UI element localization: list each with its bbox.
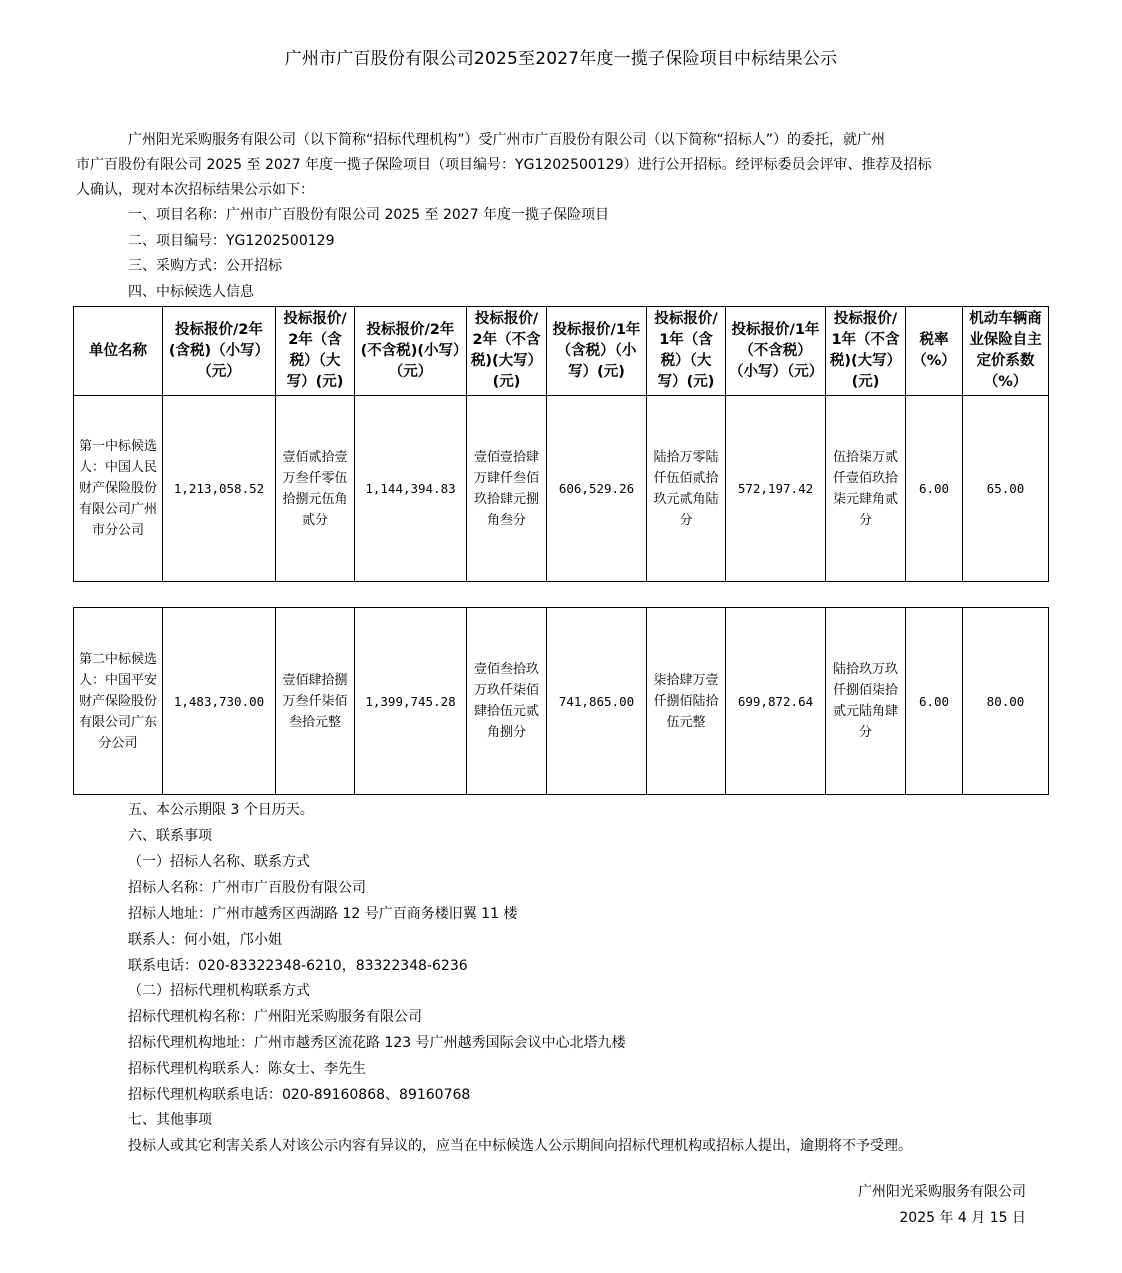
sub-tenderer-heading: （一）招标人名称、联系方式 bbox=[128, 854, 310, 870]
header-tax1-small: 投标报价/1年（含税）（小写）(元) bbox=[547, 307, 647, 396]
cell-price-coef: 80.00 bbox=[963, 608, 1049, 795]
cell-tax-rate: 6.00 bbox=[906, 608, 963, 795]
table-row bbox=[74, 608, 1049, 795]
candidate-name: 第一中标候选人：中国人民财产保险股份有限公司广州市分公司 bbox=[74, 396, 163, 582]
tenderer-name: 招标人名称：广州市广百股份有限公司 bbox=[128, 880, 366, 896]
header-price-coef: 机动车辆商业保险自主定价系数（%） bbox=[963, 307, 1049, 396]
candidate-table-1 bbox=[73, 306, 1049, 582]
header-notax2-small: 投标报价/2年(不含税)(小写）（元） bbox=[355, 307, 467, 396]
cell-notax2-big: 壹佰叁拾玖万玖仟柒佰肆拾伍元贰角捌分 bbox=[467, 608, 547, 795]
cell-notax1-small: 572,197.42 bbox=[726, 396, 826, 582]
table-row bbox=[74, 396, 1049, 582]
cell-price-coef: 65.00 bbox=[963, 396, 1049, 582]
objection-note: 投标人或其它利害关系人对该公示内容有异议的，应当在中标候选人公示期间向招标代理机构或招标人提出，逾期将不予受理。 bbox=[128, 1138, 912, 1154]
agent-address: 招标代理机构地址：广州市越秀区流花路 123 号广州越秀国际会议中心北塔九楼 bbox=[128, 1035, 626, 1051]
header-unit-name: 单位名称 bbox=[74, 307, 163, 396]
agent-phone: 招标代理机构联系电话：020-89160868、89160768 bbox=[128, 1087, 471, 1103]
cell-tax2-small: 1,213,058.52 bbox=[163, 396, 276, 582]
cell-tax2-big: 壹佰肆拾捌万叁仟柒佰叁拾元整 bbox=[276, 608, 355, 795]
cell-tax1-small: 606,529.26 bbox=[547, 396, 647, 582]
header-tax1-big: 投标报价/1年（含税）（大写）(元) bbox=[647, 307, 726, 396]
signature-date: 2025 年 4 月 15 日 bbox=[899, 1210, 1026, 1226]
cell-tax1-big: 陆拾万零陆仟伍佰贰拾玖元贰角陆分 bbox=[647, 396, 726, 582]
table-header-row bbox=[74, 307, 1049, 396]
tenderer-address: 招标人地址：广州市越秀区西湖路 12 号广百商务楼旧翼 11 楼 bbox=[128, 906, 518, 922]
cell-notax2-big: 壹佰壹拾肆万肆仟叁佰玖拾肆元捌角叁分 bbox=[467, 396, 547, 582]
candidate-name: 第二中标候选人：中国平安财产保险股份有限公司广东分公司 bbox=[74, 608, 163, 795]
header-notax1-small: 投标报价/1年（不含税）（小写）（元） bbox=[726, 307, 826, 396]
cell-tax1-small: 741,865.00 bbox=[547, 608, 647, 795]
sub-agent-heading: （二）招标代理机构联系方式 bbox=[128, 983, 310, 999]
item-other-heading: 七、其他事项 bbox=[128, 1112, 212, 1128]
cell-notax2-small: 1,144,394.83 bbox=[355, 396, 467, 582]
item-project-name: 一、项目名称：广州市广百股份有限公司 2025 至 2027 年度一揽子保险项目 bbox=[128, 207, 610, 223]
header-tax2-big: 投标报价/2年（含税）（大写）(元) bbox=[276, 307, 355, 396]
intro-line-2: 市广百股份有限公司 2025 至 2027 年度一揽子保险项目（项目编号：YG1202500129）进行公开招标。经评标委员会评审、推荐及招标 bbox=[76, 157, 932, 173]
cell-tax2-big: 壹佰贰拾壹万叁仟零伍拾捌元伍角贰分 bbox=[276, 396, 355, 582]
cell-notax1-big: 伍拾柒万贰仟壹佰玖拾柒元肆角贰分 bbox=[826, 396, 906, 582]
agent-contact: 招标代理机构联系人：陈女士、李先生 bbox=[128, 1061, 366, 1077]
intro-line-1: 广州阳光采购服务有限公司（以下简称“招标代理机构”）受广州市广百股份有限公司（以下简称“招标人”）的委托，就广州 bbox=[128, 132, 886, 148]
cell-notax1-small: 699,872.64 bbox=[726, 608, 826, 795]
cell-tax1-big: 柒拾肆万壹仟捌佰陆拾伍元整 bbox=[647, 608, 726, 795]
item-contact-heading: 六、联系事项 bbox=[128, 828, 212, 844]
item-procure-method: 三、采购方式：公开招标 bbox=[128, 258, 282, 274]
item-notice-period: 五、本公示期限 3 个日历天。 bbox=[128, 802, 314, 818]
header-notax1-big: 投标报价/1年（不含税)(大写）(元) bbox=[826, 307, 906, 396]
cell-tax-rate: 6.00 bbox=[906, 396, 963, 582]
header-tax2-small: 投标报价/2年(含税)（小写）（元） bbox=[163, 307, 276, 396]
tenderer-phone: 联系电话：020-83322348-6210，83322348-6236 bbox=[128, 958, 468, 974]
agent-name: 招标代理机构名称：广州阳光采购服务有限公司 bbox=[128, 1009, 422, 1025]
page-title: 广州市广百股份有限公司2025至2027年度一揽子保险项目中标结果公示 bbox=[284, 49, 838, 69]
item-candidates-heading: 四、中标候选人信息 bbox=[128, 284, 254, 300]
cell-notax2-small: 1,399,745.28 bbox=[355, 608, 467, 795]
tenderer-contact: 联系人：何小姐，邝小姐 bbox=[128, 932, 282, 948]
header-notax2-big: 投标报价/2年（不含税)(大写）(元) bbox=[467, 307, 547, 396]
item-project-code: 二、项目编号：YG1202500129 bbox=[128, 233, 335, 249]
signature-org: 广州阳光采购服务有限公司 bbox=[858, 1184, 1026, 1200]
cell-tax2-small: 1,483,730.00 bbox=[163, 608, 276, 795]
intro-line-3: 人确认，现对本次招标结果公示如下： bbox=[76, 182, 314, 198]
header-tax-rate: 税率（%） bbox=[906, 307, 963, 396]
candidate-table-2 bbox=[73, 607, 1049, 795]
cell-notax1-big: 陆拾玖万玖仟捌佰柒拾贰元陆角肆分 bbox=[826, 608, 906, 795]
